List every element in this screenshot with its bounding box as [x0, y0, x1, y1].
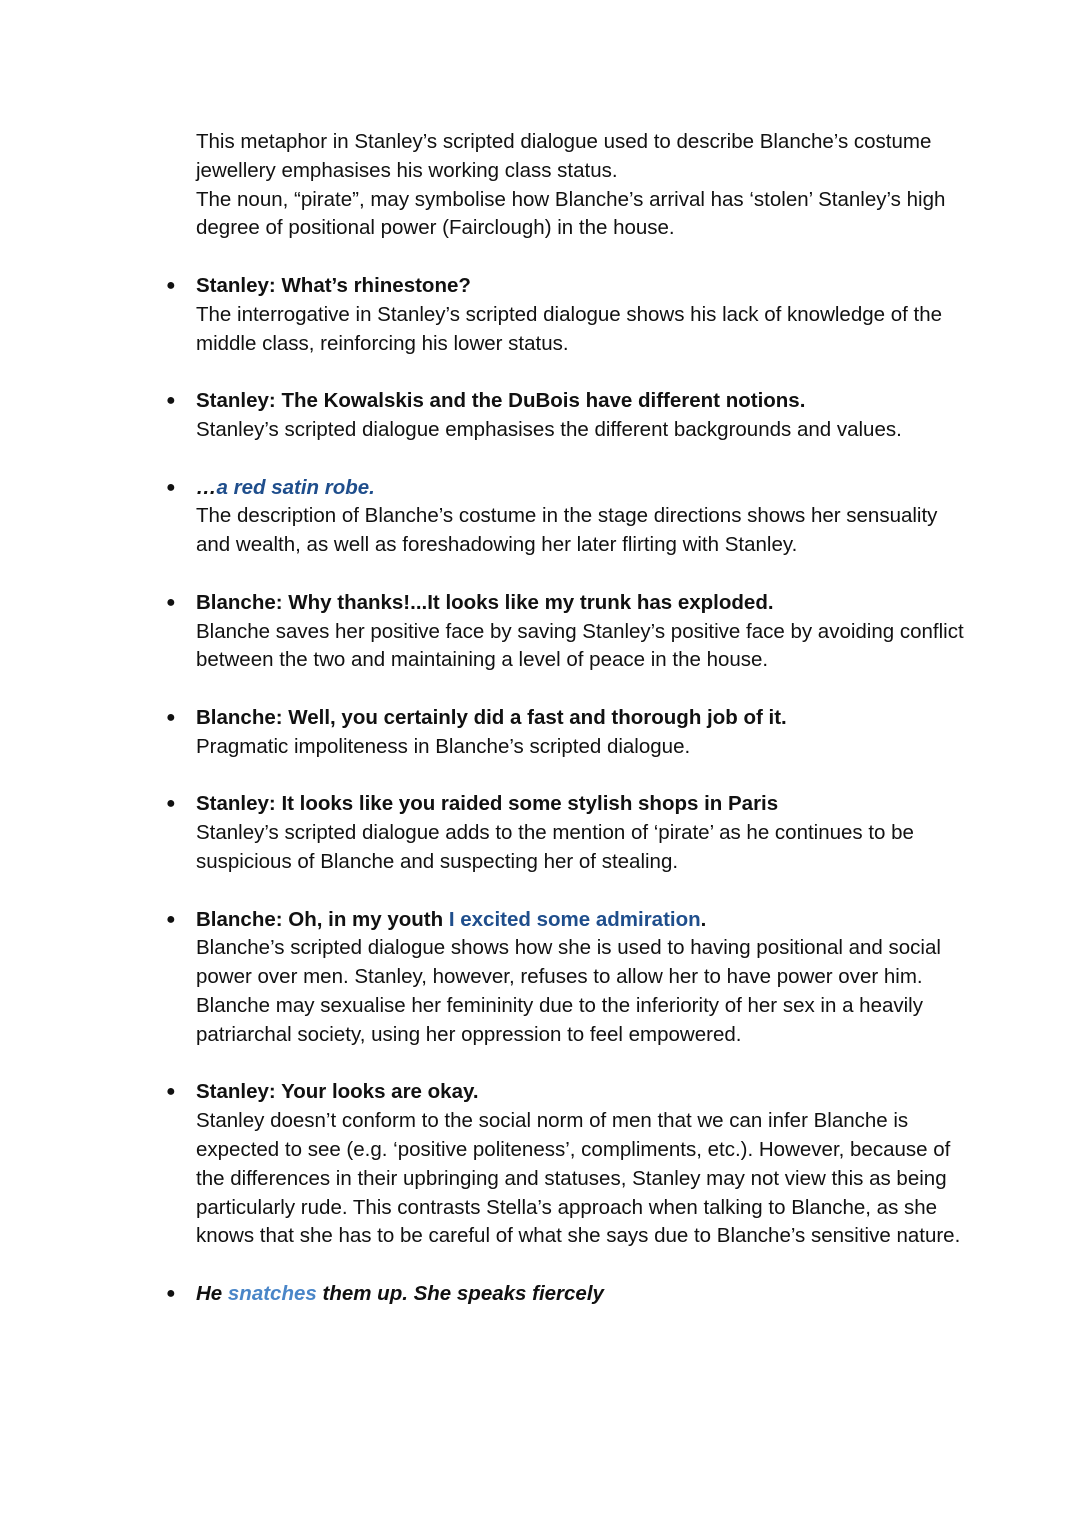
analysis-text: The description of Blanche’s costume in the stage directions shows her sensuality and wealth, as well as foreshadowing her later flirting with Stanley.	[196, 504, 938, 557]
list-item	[166, 589, 966, 675]
quote-heading: Blanche: Well, you certainly did a fast and thorough job of it.	[196, 705, 787, 729]
bullet-icon: ●	[166, 277, 176, 294]
heading-prefix: Blanche: Oh, in my youth	[196, 907, 449, 931]
highlighted-word: snatches	[227, 1281, 317, 1305]
bullet-icon: ●	[166, 593, 176, 611]
analysis-text: The interrogative in Stanley’s scripted dialogue shows his lack of knowledge of the middle class, reinforcing his lower status.	[196, 302, 943, 355]
quote-heading: Blanche: Why thanks!...It looks like my trunk has exploded.	[196, 590, 774, 614]
list-item	[166, 906, 966, 1050]
intro-line-2: The noun, “pirate”, may symbolise how Blanche’s arrival has ‘stolen’ Stanley’s high degree of positional power (Fairclough) in the house.	[196, 187, 946, 240]
analysis-text: Blanche’s scripted dialogue shows how she is used to having positional and social power over men. Stanley, however, refuses to allow her to have power over him. Blanche may sexualise her femininity due to the inferiority of her sex in a heavily patriarchal society, using her oppression to feel empowered.	[196, 936, 941, 1046]
list-item	[166, 1280, 966, 1309]
heading-suffix: them up. She speaks fiercely	[316, 1281, 604, 1305]
list-item	[166, 387, 966, 445]
annotation-list	[166, 272, 966, 1337]
stage-direction-heading	[196, 1280, 966, 1309]
bullet-icon: ●	[166, 795, 176, 813]
quote-heading: Stanley: It looks like you raided some stylish shops in Paris	[196, 792, 779, 816]
bullet-icon: ●	[166, 1083, 176, 1101]
heading-prefix: He	[196, 1281, 228, 1305]
analysis-text: Blanche saves her positive face by saving Stanley’s positive face by avoiding conflict between the two and maintaining a level of peace in the house.	[196, 619, 964, 672]
bullet-icon: ●	[166, 392, 176, 410]
list-item	[166, 474, 966, 560]
intro-line-1: This metaphor in Stanley’s scripted dialogue used to describe Blanche’s costume jewellery emphasises his working class status.	[196, 130, 932, 182]
highlighted-phrase: I excited some admiration	[448, 907, 701, 931]
quote-heading: Stanley: Your looks are okay.	[196, 1080, 479, 1104]
quote-heading: Stanley: What’s rhinestone?	[196, 274, 471, 297]
analysis-text: Pragmatic impoliteness in Blanche’s scripted dialogue.	[196, 734, 691, 758]
highlighted-phrase: a red satin robe.	[216, 475, 375, 499]
list-item	[166, 704, 966, 762]
bullet-icon: ●	[166, 478, 176, 496]
analysis-text: Stanley’s scripted dialogue emphasises the different backgrounds and values.	[196, 417, 902, 441]
quote-heading: Stanley: The Kowalskis and the DuBois have different notions.	[196, 389, 806, 413]
stage-direction-heading	[196, 474, 966, 503]
quote-heading	[196, 906, 966, 935]
intro-paragraph	[196, 128, 966, 243]
analysis-text: Stanley’s scripted dialogue adds to the mention of ‘pirate’ as he continues to be suspicious of Blanche and suspecting her of stealing.	[196, 821, 914, 873]
analysis-text: Stanley doesn’t conform to the social norm of men that we can infer Blanche is expected to see (e.g. ‘positive politeness’, compliments, etc.). However, because of the differences in their upbringing and statuses, Stanley may not view this as being particularly rude. This contrasts Stella’s approach when talking to Blanche, as she knows that she has to be careful of what she says due to Blanche’s sensitive nature.	[196, 1109, 961, 1248]
bullet-icon: ●	[166, 910, 176, 928]
heading-suffix: .	[700, 907, 707, 931]
bullet-icon: ●	[166, 708, 176, 726]
list-item	[166, 1078, 966, 1251]
heading-prefix: …	[196, 475, 217, 499]
list-item	[166, 790, 966, 876]
list-item	[166, 272, 966, 358]
bullet-icon: ●	[166, 1284, 176, 1302]
